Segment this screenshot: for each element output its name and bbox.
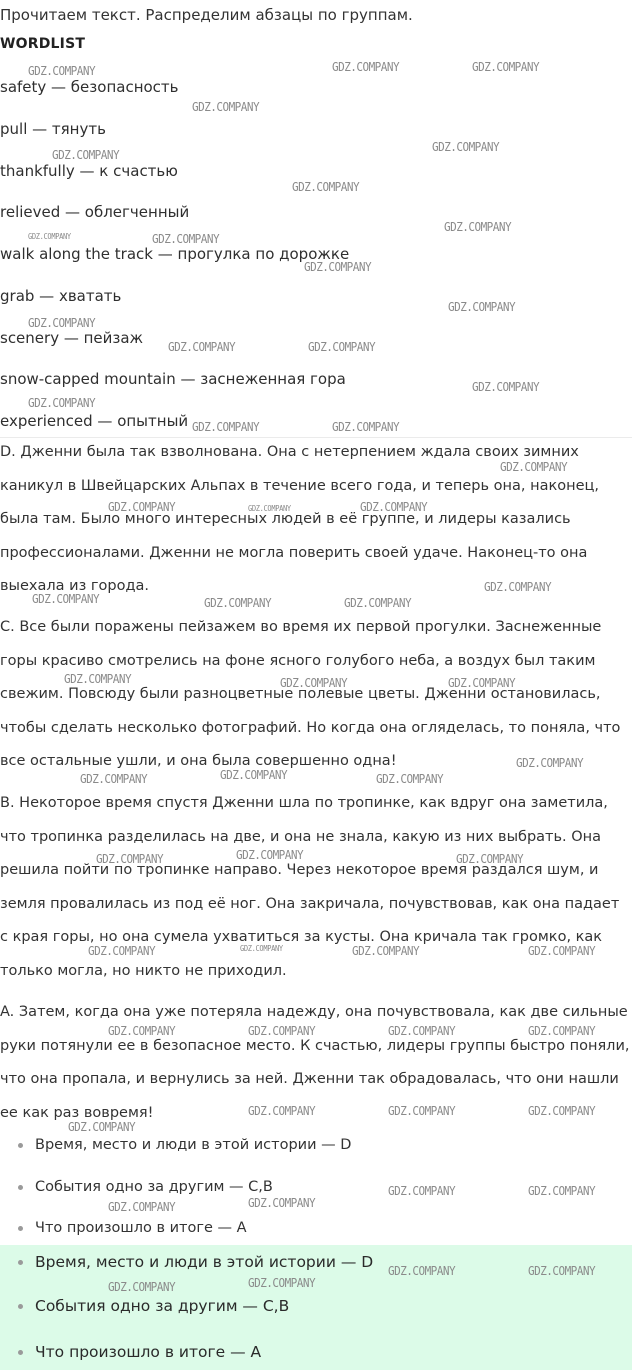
watermark: GDZ.COMPANY	[388, 1023, 456, 1038]
wordlist-item: grab — хватать	[0, 287, 122, 305]
watermark: GDZ.COMPANY	[236, 847, 304, 862]
watermark: GDZ.COMPANY	[388, 1103, 456, 1118]
watermark: GDZ.COMPANY	[28, 315, 96, 330]
watermark: GDZ.COMPANY	[304, 259, 372, 274]
watermark: GDZ.COMPANY	[28, 63, 96, 78]
intro-text: Прочитаем текст. Распределим абзацы по группам.	[0, 6, 413, 24]
bullet-icon	[18, 1260, 23, 1265]
wordlist-item: snow-capped mountain — заснеженная гора	[0, 370, 346, 388]
watermark: GDZ.COMPANY	[168, 339, 236, 354]
watermark: GDZ.COMPANY	[280, 675, 348, 690]
watermark: GDZ.COMPANY	[432, 139, 500, 154]
watermark: GDZ.COMPANY	[248, 504, 291, 513]
wordlist-item: scenery — пейзаж	[0, 329, 144, 347]
bullet-icon	[18, 1350, 23, 1355]
watermark: GDZ.COMPANY	[332, 419, 400, 434]
watermark: GDZ.COMPANY	[248, 1195, 316, 1210]
watermark: GDZ.COMPANY	[240, 944, 283, 953]
watermark: GDZ.COMPANY	[152, 231, 220, 246]
bullet-icon	[18, 1226, 23, 1231]
watermark: GDZ.COMPANY	[528, 1023, 596, 1038]
watermark: GDZ.COMPANY	[528, 1103, 596, 1118]
wordlist-item: pull — тянуть	[0, 120, 106, 138]
watermark: GDZ.COMPANY	[376, 771, 444, 786]
watermark: GDZ.COMPANY	[472, 59, 540, 74]
watermark: GDZ.COMPANY	[80, 771, 148, 786]
watermark: GDZ.COMPANY	[388, 1183, 456, 1198]
watermark: GDZ.COMPANY	[448, 675, 516, 690]
watermark: GDZ.COMPANY	[68, 1119, 136, 1134]
paragraph-c: C. Все были поражены пейзажем во время их первой прогулки. Заснеженные горы красиво смотрелись на фоне ясного голубого неба, а воздух был таким свежим. Повсюду были разноцветные полевые цветы. Дженни остановилась, чтобы сделать несколько фотографий. Но когда она огляделась, то поняла, что все остальные ушли, и она была совершенно одна!	[0, 619, 621, 769]
watermark: GDZ.COMPANY	[28, 232, 71, 241]
bullet-icon	[18, 1304, 23, 1309]
watermark: GDZ.COMPANY	[444, 219, 512, 234]
watermark: GDZ.COMPANY	[456, 851, 524, 866]
paragraph-a: A. Затем, когда она уже потеряла надежду, она почувствовала, как две сильные руки потянули ее в безопасное место. К счастью, лидеры группы быстро поняли, что она пропала, и вернулись за ней. Дженни так обрадовалась, что они нашли ее как раз вовремя!	[0, 1004, 630, 1121]
list-item	[0, 1137, 351, 1153]
watermark: GDZ.COMPANY	[352, 943, 420, 958]
watermark: GDZ.COMPANY	[192, 419, 260, 434]
wordlist-item: thankfully — к счастью	[0, 162, 178, 180]
watermark: GDZ.COMPANY	[528, 1183, 596, 1198]
wordlist-title: WORDLIST	[0, 36, 86, 52]
answer-text: Время, место и люди в этой истории — D	[35, 1253, 374, 1271]
answer-text: События одно за другим — C,B	[35, 1297, 290, 1315]
watermark: GDZ.COMPANY	[28, 395, 96, 410]
paragraph-b: B. Некоторое время спустя Дженни шла по тропинке, как вдруг она заметила, что тропинка разделилась на две, и она не знала, какую из них выбрать. Она решила пойти по тропинке направо. Через некоторое время раздался шум, и земля провалилась из под её ног. Она закричала, почувствовав, как она падает с края горы, но она сумела ухватиться за кусты. Она кричала так громко, как только могла, но никто не приходил.	[0, 795, 620, 979]
watermark: GDZ.COMPANY	[448, 299, 516, 314]
watermark: GDZ.COMPANY	[88, 943, 156, 958]
bullet-icon	[18, 1185, 23, 1190]
wordlist-item: walk along the track — прогулка по дорожке	[0, 245, 350, 263]
watermark: GDZ.COMPANY	[108, 499, 176, 514]
bullet-icon	[18, 1143, 23, 1148]
watermark: GDZ.COMPANY	[108, 1279, 176, 1294]
watermark: GDZ.COMPANY	[52, 147, 120, 162]
watermark: GDZ.COMPANY	[344, 595, 412, 610]
list-item	[0, 1297, 289, 1315]
watermark: GDZ.COMPANY	[308, 339, 376, 354]
watermark: GDZ.COMPANY	[500, 459, 568, 474]
answer-text: Что произошло в итоге — A	[35, 1343, 262, 1361]
answer-text: Что произошло в итоге — A	[35, 1220, 247, 1236]
list-item	[0, 1220, 247, 1236]
watermark: GDZ.COMPANY	[516, 755, 584, 770]
watermark: GDZ.COMPANY	[484, 579, 552, 594]
wordlist-item: relieved — облегченный	[0, 203, 190, 221]
watermark: GDZ.COMPANY	[360, 499, 428, 514]
wordlist-item: safety — безопасность	[0, 78, 179, 96]
watermark: GDZ.COMPANY	[472, 379, 540, 394]
watermark: GDZ.COMPANY	[528, 1263, 596, 1278]
list-item	[0, 1253, 373, 1271]
watermark: GDZ.COMPANY	[108, 1023, 176, 1038]
watermark: GDZ.COMPANY	[528, 943, 596, 958]
watermark: GDZ.COMPANY	[108, 1199, 176, 1214]
answer-text: События одно за другим — C,B	[35, 1179, 273, 1195]
watermark: GDZ.COMPANY	[332, 59, 400, 74]
watermark: GDZ.COMPANY	[96, 851, 164, 866]
watermark: GDZ.COMPANY	[32, 591, 100, 606]
watermark: GDZ.COMPANY	[248, 1275, 316, 1290]
watermark: GDZ.COMPANY	[192, 99, 260, 114]
watermark: GDZ.COMPANY	[388, 1263, 456, 1278]
answer-text: Время, место и люди в этой истории — D	[35, 1137, 352, 1153]
watermark: GDZ.COMPANY	[248, 1103, 316, 1118]
watermark: GDZ.COMPANY	[64, 671, 132, 686]
watermark: GDZ.COMPANY	[248, 1023, 316, 1038]
list-item	[0, 1343, 261, 1361]
watermark: GDZ.COMPANY	[292, 179, 360, 194]
list-item	[0, 1179, 273, 1195]
paragraph-d: D. Дженни была так взволнована. Она с нетерпением ждала своих зимних каникул в Швейцарских Альпах в течение всего года, и теперь она, наконец, была там. Было много интересных людей в её группе, и лидеры казались профессионалами. Дженни не могла поверить своей удаче. Наконец-то она выехала из города.	[0, 444, 599, 594]
wordlist-item: experienced — опытный	[0, 412, 189, 430]
watermark: GDZ.COMPANY	[204, 595, 272, 610]
watermark: GDZ.COMPANY	[220, 767, 288, 782]
